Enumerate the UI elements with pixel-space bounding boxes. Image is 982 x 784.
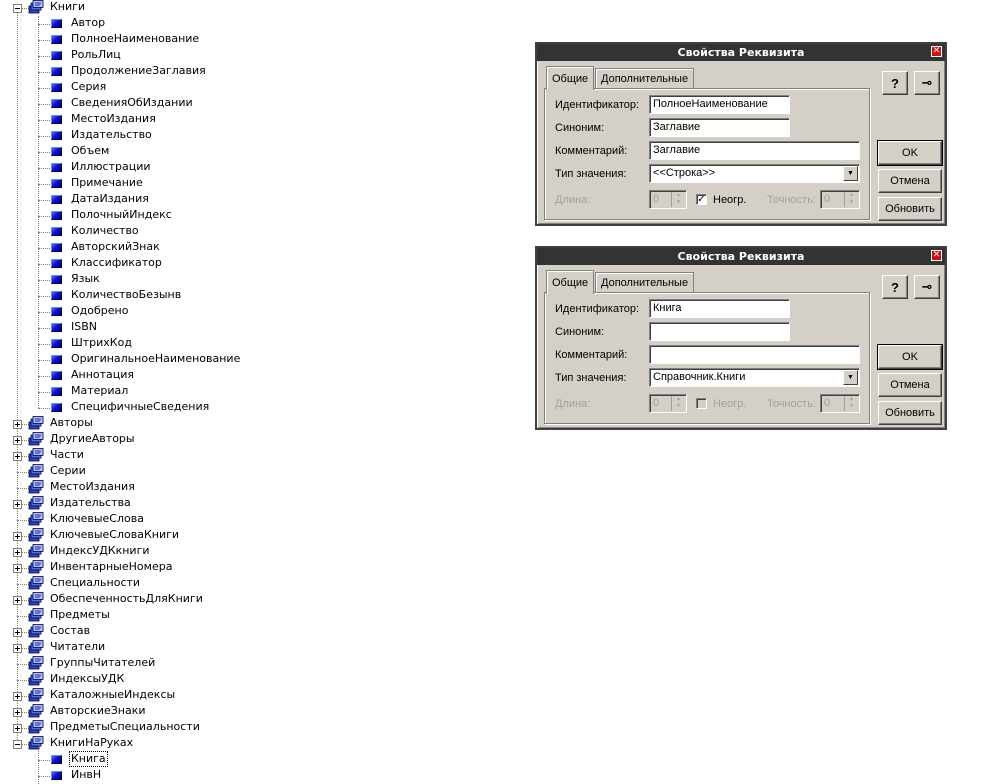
- precision-field: [820, 394, 860, 413]
- length-value: 0: [653, 397, 660, 409]
- unlimited-checkbox: [696, 398, 707, 409]
- comment-field[interactable]: [649, 345, 860, 364]
- catalog-icon: [28, 640, 44, 654]
- tab-general[interactable]: Общие: [546, 270, 594, 294]
- expand-icon[interactable]: [13, 500, 22, 509]
- dialog-title: Свойства Реквизита: [677, 250, 805, 263]
- catalog-icon: [28, 592, 44, 606]
- tree-connector-line: [38, 152, 50, 153]
- tree-connector-line: [38, 328, 50, 329]
- expand-icon[interactable]: [13, 452, 22, 461]
- tree-item-label: Серия: [71, 80, 107, 93]
- tree-connector-line: [38, 184, 50, 185]
- tree-node-catalog[interactable]: [28, 575, 142, 591]
- tree-item-label: ГруппыЧитателей: [50, 656, 156, 669]
- tree-item-label: СведенияОбИздании: [71, 96, 193, 109]
- tab-additional[interactable]: Дополнительные: [595, 272, 694, 293]
- tree-node-catalog[interactable]: [28, 543, 152, 559]
- attribute-icon: [51, 387, 62, 396]
- tree-connector-line: [38, 232, 50, 233]
- attribute-icon: [51, 403, 62, 412]
- catalog-icon: [28, 496, 44, 510]
- tree-connector-line: [38, 776, 50, 777]
- tree-connector-line: [38, 744, 39, 784]
- tree-item-label: Классификатор: [71, 256, 162, 269]
- catalog-icon: [28, 720, 44, 734]
- unlimited-label: Неогр.: [713, 194, 747, 206]
- tree-node-catalog[interactable]: [28, 719, 202, 735]
- tree-connector-line: [38, 88, 50, 89]
- precision-value: 0: [824, 397, 831, 409]
- tree-item-label: Состав: [50, 624, 91, 637]
- tree-item-attribute[interactable]: [51, 15, 107, 31]
- tree-item-label: Книги: [50, 0, 86, 13]
- tree-item-label: ПолочныйИндекс: [71, 208, 172, 221]
- spinner-icon: ▲ ▼: [671, 396, 685, 411]
- tree-item-attribute[interactable]: [51, 175, 145, 191]
- tree-connector-line: [38, 168, 50, 169]
- synonym-field[interactable]: Заглавие: [649, 118, 790, 137]
- expand-icon[interactable]: [13, 564, 22, 573]
- tree-connector-line: [38, 264, 50, 265]
- attribute-icon: [51, 115, 62, 124]
- tree-node-catalog[interactable]: [28, 559, 174, 575]
- synonym-label: Синоним:: [555, 122, 605, 134]
- tree-item-selected[interactable]: [51, 751, 108, 767]
- tree-item-label: КаталожныеИндексы: [50, 688, 176, 701]
- tree-item-attribute[interactable]: [51, 271, 102, 287]
- attribute-icon: [51, 67, 62, 76]
- precision-value: 0: [824, 193, 831, 205]
- attribute-icon: [51, 339, 62, 348]
- value-type-select[interactable]: [649, 164, 860, 183]
- tree-item-attribute[interactable]: [51, 47, 123, 63]
- tree-item-label: Примечание: [71, 176, 143, 189]
- tree-item-label: КлючевыеСловаКниги: [50, 528, 180, 541]
- expand-icon[interactable]: [13, 644, 22, 653]
- tree-item-label: ИндексыУДК: [50, 672, 125, 685]
- pin-icon[interactable]: ⊸: [914, 275, 940, 299]
- synonym-label: Синоним:: [555, 326, 605, 338]
- tree-item-label: КнигиНаРуках: [50, 736, 134, 749]
- tree-item-label: ДругиеАвторы: [50, 432, 135, 445]
- tree-connector-line: [38, 360, 50, 361]
- tree-item-label: Предметы: [50, 608, 110, 621]
- tree-connector-line: [38, 136, 50, 137]
- tree-node-catalog[interactable]: [28, 431, 137, 447]
- tree-item-label: ПредметыСпециальности: [50, 720, 200, 733]
- tree-item-label: РольЛиц: [71, 48, 121, 61]
- tree-item-attribute[interactable]: [51, 303, 130, 319]
- attribute-icon: [51, 275, 62, 284]
- attribute-icon: [51, 371, 62, 380]
- tree-item-attribute[interactable]: [51, 95, 195, 111]
- attribute-icon: [51, 211, 62, 220]
- identifier-field[interactable]: Книга: [649, 299, 790, 318]
- tree-item-attribute[interactable]: [51, 31, 201, 47]
- tree-connector-line: [38, 408, 50, 409]
- synonym-field[interactable]: [649, 322, 790, 341]
- tree-item-attribute[interactable]: [51, 111, 158, 127]
- comment-label: Комментарий:: [555, 349, 628, 361]
- tree-item-label: КоличествоБезынв: [71, 288, 182, 301]
- tree-item-label: Язык: [71, 272, 100, 285]
- length-label: Длина:: [555, 194, 591, 206]
- tree-item-attribute[interactable]: [51, 223, 141, 239]
- expand-icon[interactable]: [13, 692, 22, 701]
- attribute-properties-dialog-1: [535, 42, 947, 226]
- tree-connector-line: [38, 216, 50, 217]
- tree-node-catalog[interactable]: [28, 687, 177, 703]
- tree-item-label: Части: [50, 448, 84, 461]
- value-type-label: Тип значения:: [555, 168, 627, 180]
- refresh-button[interactable]: Обновить: [878, 401, 942, 425]
- catalog-icon: [28, 704, 44, 718]
- cancel-button[interactable]: Отмена: [878, 169, 942, 193]
- length-field: [649, 190, 687, 209]
- expand-icon[interactable]: [13, 436, 22, 445]
- tree-node-catalog[interactable]: [28, 527, 181, 543]
- tree-connector-line: [38, 392, 50, 393]
- value-type-value: <<Строка>>: [653, 167, 716, 179]
- catalog-icon: [28, 624, 44, 638]
- catalog-icon: [28, 512, 44, 526]
- tree-connector-line: [38, 280, 50, 281]
- catalog-icon: [28, 0, 44, 14]
- value-type-value: Справочник.Книги: [653, 371, 746, 383]
- attribute-icon: [51, 291, 62, 300]
- tree-item-label: Объем: [71, 144, 110, 157]
- tree-connector-line: [38, 376, 50, 377]
- tree-node-catalog[interactable]: [28, 479, 137, 495]
- tree-item-attribute[interactable]: [51, 143, 111, 159]
- tree-node-root[interactable]: [28, 0, 87, 15]
- comment-field[interactable]: Заглавие: [649, 141, 860, 160]
- tree-item-label: АвторскийЗнак: [71, 240, 160, 253]
- tree-item-label: Читатели: [50, 640, 106, 653]
- tree-item-label: Специальности: [50, 576, 141, 589]
- tree-item-attribute[interactable]: [51, 367, 136, 383]
- tree-item-label: МестоИздания: [71, 112, 156, 125]
- tree-node-catalog[interactable]: [28, 671, 126, 687]
- tree-item-label: Иллюстрации: [71, 160, 151, 173]
- catalog-icon: [28, 480, 44, 494]
- tree-item-label: ПолноеНаименование: [71, 32, 200, 45]
- attribute-icon: [51, 195, 62, 204]
- attribute-icon: [51, 243, 62, 252]
- cancel-button[interactable]: Отмена: [878, 373, 942, 397]
- catalog-icon: [28, 544, 44, 558]
- precision-label: Точность:: [767, 398, 816, 410]
- catalog-icon: [28, 560, 44, 574]
- tree-item-attribute[interactable]: [51, 191, 151, 207]
- catalog-icon: [28, 464, 44, 478]
- catalog-icon: [28, 736, 44, 750]
- expand-icon[interactable]: [13, 708, 22, 717]
- tree-item-label: ДатаИздания: [71, 192, 149, 205]
- tree-item-label: ОригинальноеНаименование: [71, 352, 241, 365]
- tree-item-label: ИнвентарныеНомера: [50, 560, 173, 573]
- catalog-icon: [28, 432, 44, 446]
- tab-general[interactable]: Общие: [546, 66, 594, 90]
- spinner-icon: ▲ ▼: [671, 192, 685, 207]
- expand-icon[interactable]: [13, 724, 22, 733]
- tree-item-label: Материал: [71, 384, 129, 397]
- attribute-icon: [51, 323, 62, 332]
- attribute-icon: [51, 259, 62, 268]
- precision-field: [820, 190, 860, 209]
- tree-item-attribute[interactable]: [51, 351, 242, 367]
- tree-item-label: Аннотация: [71, 368, 135, 381]
- tree-node-catalog[interactable]: [28, 703, 148, 719]
- comment-label: Комментарий:: [555, 145, 628, 157]
- attribute-icon: [51, 355, 62, 364]
- expand-icon[interactable]: [13, 548, 22, 557]
- tree-item-label: ИнвН: [71, 768, 102, 781]
- tab-additional[interactable]: Дополнительные: [595, 68, 694, 89]
- attribute-icon: [51, 51, 62, 60]
- tree-item-attribute[interactable]: [51, 383, 130, 399]
- attribute-icon: [51, 163, 62, 172]
- catalog-icon: [28, 528, 44, 542]
- tree-item-label: Издательство: [71, 128, 152, 141]
- tree-connector-line: [38, 56, 50, 57]
- attribute-icon: [51, 19, 62, 28]
- tree-node-catalog[interactable]: [28, 495, 133, 511]
- tree-item-attribute[interactable]: [51, 79, 108, 95]
- tree-item-label: ПродолжениеЗаглавия: [71, 64, 206, 77]
- tree-node-catalog[interactable]: [28, 463, 88, 479]
- tree-connector-line: [38, 296, 50, 297]
- expand-icon[interactable]: [13, 532, 22, 541]
- attribute-icon: [51, 35, 62, 44]
- tree-node-catalog[interactable]: [28, 415, 95, 431]
- tree-item-attribute[interactable]: [51, 287, 183, 303]
- tree-item-label: КлючевыеСлова: [50, 512, 144, 525]
- chevron-down-icon[interactable]: ▼: [843, 370, 858, 385]
- expand-icon[interactable]: [13, 628, 22, 637]
- tree-node-catalog[interactable]: [28, 735, 135, 751]
- attribute-icon: [51, 99, 62, 108]
- attribute-icon: [51, 179, 62, 188]
- tree-item-label: Книга: [71, 752, 106, 765]
- ok-button[interactable]: OK: [878, 345, 942, 369]
- dialog-title: Свойства Реквизита: [677, 46, 805, 59]
- length-value: 0: [653, 193, 660, 205]
- tree-node-catalog[interactable]: [28, 591, 205, 607]
- unlimited-checkbox[interactable]: ✓: [697, 194, 706, 205]
- attribute-icon: [51, 131, 62, 140]
- attribute-icon: [51, 755, 62, 764]
- tree-connector-line: [38, 16, 39, 408]
- catalog-icon: [28, 416, 44, 430]
- tree-node-catalog[interactable]: [28, 655, 157, 671]
- catalog-icon: [28, 448, 44, 462]
- help-icon[interactable]: ?: [882, 275, 908, 299]
- collapse-icon[interactable]: [13, 740, 22, 749]
- tree-item-label: Автор: [71, 16, 106, 29]
- tree-connector-line: [38, 760, 50, 761]
- tree-item-label: Одобрено: [71, 304, 129, 317]
- tree-item-label: Авторы: [50, 416, 93, 429]
- catalog-icon: [28, 672, 44, 686]
- dialog-titlebar[interactable]: [537, 44, 945, 61]
- tree-item-label: Серии: [50, 464, 86, 477]
- tree-item-label: МестоИздания: [50, 480, 135, 493]
- tree-node-catalog[interactable]: [28, 623, 92, 639]
- tree-item-label: Издательства: [50, 496, 131, 509]
- attribute-icon: [51, 307, 62, 316]
- spinner-icon: ▲ ▼: [844, 192, 858, 207]
- tree-connector-line: [38, 40, 50, 41]
- spinner-icon: ▲ ▼: [844, 396, 858, 411]
- catalog-icon: [28, 576, 44, 590]
- help-icon[interactable]: ?: [882, 71, 908, 95]
- tree-connector-line: [38, 200, 50, 201]
- tree-item-attribute[interactable]: [51, 127, 154, 143]
- tree-item-attribute[interactable]: [51, 63, 208, 79]
- tree-connector-line: [38, 24, 50, 25]
- identifier-label: Идентификатор:: [555, 303, 640, 315]
- attribute-icon: [51, 227, 62, 236]
- expand-icon[interactable]: [13, 420, 22, 429]
- tree-item-attribute[interactable]: [51, 207, 174, 223]
- value-type-label: Тип значения:: [555, 372, 627, 384]
- tree-node-catalog[interactable]: [28, 607, 112, 623]
- tree-connector-line: [38, 104, 50, 105]
- tree-node-catalog[interactable]: [28, 511, 146, 527]
- attribute-properties-dialog-2: [535, 246, 947, 430]
- tree-node-catalog[interactable]: [28, 447, 86, 463]
- close-icon[interactable]: ✕: [932, 46, 941, 56]
- dialog-titlebar[interactable]: [537, 248, 945, 265]
- unlimited-label: Неогр.: [713, 398, 747, 410]
- tree-connector-line: [38, 248, 50, 249]
- tree-item-attribute[interactable]: [51, 399, 211, 415]
- close-icon[interactable]: ✕: [932, 250, 941, 260]
- tree-item-label: АвторскиеЗнаки: [50, 704, 146, 717]
- tree-item-attribute[interactable]: [51, 767, 103, 783]
- catalog-icon: [28, 608, 44, 622]
- tree-item-attribute[interactable]: [51, 319, 99, 335]
- tree-item-label: ШтрихКод: [71, 336, 132, 349]
- tree-item-label: Количество: [71, 224, 139, 237]
- tree-item-label: ISBN: [71, 320, 98, 333]
- length-field: [649, 394, 687, 413]
- refresh-button[interactable]: Обновить: [878, 197, 942, 221]
- tree-connector-line: [38, 120, 50, 121]
- pin-icon[interactable]: ⊸: [914, 71, 940, 95]
- tree-item-label: СпецифичныеСведения: [71, 400, 210, 413]
- identifier-field[interactable]: ПолноеНаименование: [649, 95, 790, 114]
- tree-connector-line: [38, 344, 50, 345]
- attribute-icon: [51, 771, 62, 780]
- tree-item-label: ИндексУДКкниги: [50, 544, 150, 557]
- chevron-down-icon[interactable]: ▼: [843, 166, 858, 181]
- tree-item-attribute[interactable]: [51, 239, 162, 255]
- expand-icon[interactable]: [13, 596, 22, 605]
- precision-label: Точность:: [767, 194, 816, 206]
- identifier-label: Идентификатор:: [555, 99, 640, 111]
- catalog-icon: [28, 656, 44, 670]
- tree-connector-line: [38, 72, 50, 73]
- value-type-select[interactable]: [649, 368, 860, 387]
- collapse-icon[interactable]: [13, 4, 22, 13]
- attribute-icon: [51, 147, 62, 156]
- tree-item-attribute[interactable]: [51, 159, 153, 175]
- tree-node-catalog[interactable]: [28, 639, 107, 655]
- tree-item-attribute[interactable]: [51, 255, 164, 271]
- catalog-icon: [28, 688, 44, 702]
- ok-button[interactable]: OK: [878, 141, 942, 165]
- tree-item-label: ОбеспеченностьДляКниги: [50, 592, 203, 605]
- tree-connector-line: [38, 312, 50, 313]
- length-label: Длина:: [555, 398, 591, 410]
- tree-item-attribute[interactable]: [51, 335, 134, 351]
- attribute-icon: [51, 83, 62, 92]
